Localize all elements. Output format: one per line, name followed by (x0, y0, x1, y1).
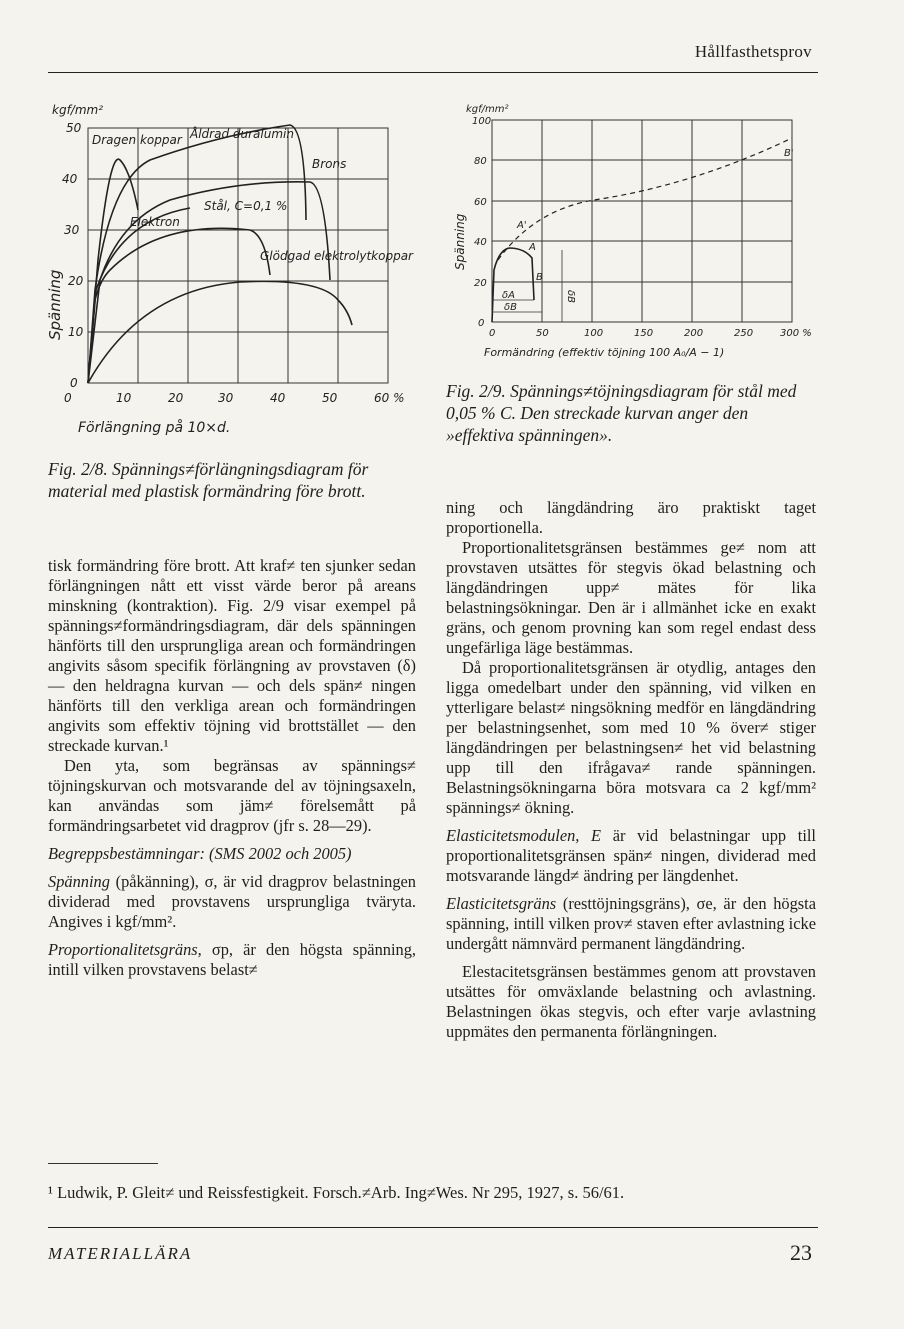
caption-number: Fig. 2/9. (446, 381, 506, 401)
y-tick-label: 100 (472, 116, 492, 127)
x-tick-label: 20 (168, 391, 184, 405)
paragraph: Då proportionalitetsgränsen är otydlig, antages den ligga omedelbart under den spänning, vid vilken en ytterligare belast≠ ningsökning medför en längdändring per belastningsenhet, som med 10 % över≠ stiger längdändringen per belastningsen≠ het vid belastning upp till den ifrågava≠ rande spänningen. Belastningsökningarna böra motsvara ca 2 kgf/mm² spännings≠ ökning. (446, 658, 816, 817)
y-tick-label: 60 (474, 197, 487, 208)
paragraph: Den yta, som begränsas av spännings≠ töjningskurvan och motsvarande del av töjningsaxeln, kan användas som jäm≠ förelsemått på formändringsarbetet vid dragprov (jfr s. 28—29). (48, 756, 416, 835)
definition-elasticitetsmodul (446, 826, 816, 886)
y-tick-label: 30 (64, 223, 80, 237)
point-label-a-prime: A' (517, 220, 527, 231)
point-label-b-prime: B' (784, 148, 794, 159)
curve-label-aldrad-duralumin: Åldrad duralumin (190, 127, 294, 141)
point-label-delta-b-vertical: δB (565, 290, 576, 303)
definition-text: (resttöjningsgräns), σe, är den högsta spänning, intill vilken prov≠ staven efter avlastning icke undergått nämnvärd permanent längdändring. (446, 894, 816, 953)
x-tick-label: 200 (684, 328, 704, 339)
definition-spanning (48, 872, 416, 932)
point-label-delta-a: δA (502, 290, 515, 301)
definition-proportionalitetsgrans (48, 940, 416, 980)
curve-label-stal: Stål, C=0,1 % (204, 199, 288, 213)
y-axis-title: Spänning (46, 269, 64, 340)
caption-text: Spännings≠töjningsdiagram för stål med 0,05 % C. Den streckade kurvan anger den »effektiva spänningen». (446, 381, 797, 445)
definition-elasticitetsgrans (446, 894, 816, 954)
x-axis-title: Formändring (effektiv töjning 100 A₀/A − 1) (484, 346, 725, 359)
x-tick-label: 300 % (780, 328, 812, 339)
y-tick-label: 0 (70, 376, 78, 390)
section-heading: Begreppsbestämningar: (SMS 2002 och 2005) (48, 844, 352, 863)
figure-2-8-caption (48, 458, 420, 502)
figure-2-9-caption (446, 380, 816, 446)
caption-text: Spännings≠förlängningsdiagram för material med plastisk formändring före brott. (48, 459, 369, 501)
header-rule (48, 72, 818, 73)
running-head: Hållfasthetsprov (694, 42, 812, 61)
footer-rule (48, 1227, 818, 1228)
x-tick-label: 50 (536, 328, 549, 339)
x-axis-title: Förlängning på 10×d. (78, 420, 231, 436)
y-tick-label: 50 (66, 121, 82, 135)
footnote-rule (48, 1163, 158, 1164)
left-column (48, 556, 416, 980)
figure-2-8 (40, 100, 430, 445)
definition-text: (påkänning), σ, är vid dragprov belastningen dividerad med provstavens ursprungliga tväryta. Angives i kgf/mm². (48, 872, 416, 931)
curve-label-dragen-koppar: Dragen koppar (92, 133, 182, 147)
term: Proportionalitetsgräns, (48, 940, 202, 959)
y-tick-label: 20 (474, 278, 487, 289)
curve-label-brons: Brons (312, 157, 347, 171)
x-tick-label: 0 (64, 391, 72, 405)
y-tick-label: 40 (474, 237, 487, 248)
point-label-delta-b: δB (504, 302, 517, 313)
point-label-b: B (536, 272, 543, 283)
term: Elasticitetsgräns (446, 894, 557, 913)
y-tick-label: 40 (62, 172, 78, 186)
curve-label-glodgad-koppar: Glödgad elektrolytkoppar (260, 249, 413, 263)
paragraph: tisk formändring före brott. Att kraf≠ ten sjunker sedan förlängningen nått ett visst värde beror på areans minskning (kontraktion). Fig. 2/9 visar exempel på spännings≠formändringsdiagram, där dels spänningen hänförts till den ursprungliga arean och formändringen angivits såsom specifik förlängning av provstaven (δ) — den heldragna kurvan — och dels spän≠ ningen hänförts till den verkliga arean och formändringen angivits som effektiv töjning vid brottstället — den streckade kurvan.¹ (48, 556, 416, 755)
y-tick-label: 0 (478, 318, 485, 329)
y-axis-title: Spänning (453, 213, 467, 270)
definition-text: är vid belastningar upp till proportionalitetsgränsen spän≠ ningen, dividerad med motsvarande längd≠ ändring per längdenhet. (446, 826, 816, 885)
curve-label-elektron: Elektron (130, 215, 180, 229)
x-tick-label: 50 (322, 391, 338, 405)
paragraph: Proportionalitetsgränsen bestämmes ge≠ nom att provstaven utsättes för stegvis ökad belastning och längdändringen upp≠ mätes för lika belastningsökningar. Den är i allmänhet icke en exakt gräns, och genom provning kan som regel endast dess ungefärliga läge bestämmas. (446, 538, 816, 657)
definition-text: σp, är den högsta spänning, intill vilken provstavens belast≠ (48, 940, 416, 979)
figure-2-9 (444, 100, 834, 370)
y-tick-label: 20 (68, 274, 84, 288)
y-unit-label: kgf/mm² (466, 104, 509, 115)
y-tick-label: 80 (474, 156, 487, 167)
point-label-a: A (529, 242, 536, 253)
caption-number: Fig. 2/8. (48, 459, 108, 479)
y-unit-label: kgf/mm² (52, 103, 104, 117)
x-tick-label: 60 % (374, 391, 405, 405)
x-tick-label: 250 (734, 328, 754, 339)
paragraph: Elestacitetsgränsen bestämmes genom att provstaven utsättes för omväxlande belastning och avlastning. Belastningen ökas stegvis, och efter varje avlastning uppmätes den permanenta förlängningen. (446, 962, 816, 1041)
x-tick-label: 40 (270, 391, 286, 405)
term: Elasticitetsmodulen, E (446, 826, 602, 845)
x-tick-label: 0 (489, 328, 496, 339)
page-number: 23 (790, 1240, 812, 1265)
x-tick-label: 10 (116, 391, 132, 405)
right-column (446, 498, 816, 1042)
book-title: MATERIALLÄRA (48, 1244, 193, 1263)
term: Spänning (48, 872, 110, 891)
paragraph: ning och längdändring äro praktiskt taget proportionella. (446, 498, 816, 537)
footnote: ¹ Ludwik, P. Gleit≠ und Reissfestigkeit. Forsch.≠Arb. Ing≠Wes. Nr 295, 1927, s. 56/61. (48, 1183, 625, 1202)
x-tick-label: 150 (634, 328, 654, 339)
x-tick-label: 30 (218, 391, 234, 405)
x-tick-label: 100 (584, 328, 604, 339)
y-tick-label: 10 (68, 325, 84, 339)
